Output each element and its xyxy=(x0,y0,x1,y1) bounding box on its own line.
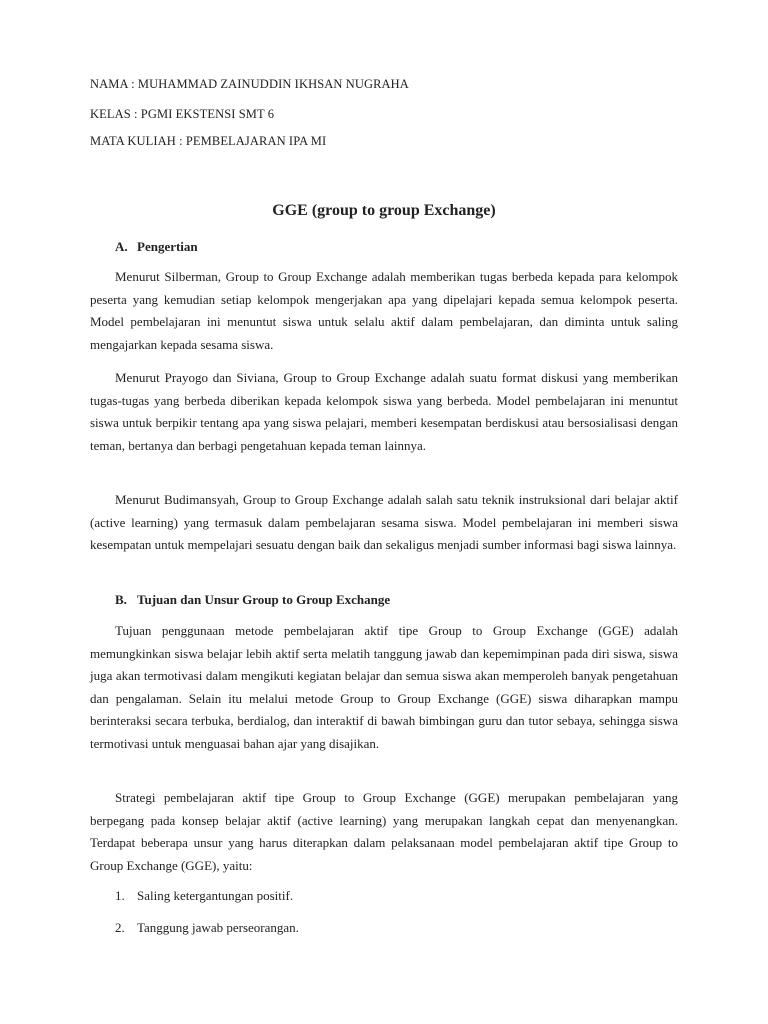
paragraph: Menurut Prayogo dan Siviana, Group to Group Exchange adalah suatu format diskusi yang memberikan tugas-tugas yang berbeda diberikan kepada kelompok siswa yang berbeda. Model pembelajaran ini menuntut siswa untuk berpikir tentang apa yang siswa pelajari, memberi kesempatan berdiskusi atau bersosialisasi dengan teman, bertanya dan berbagi pengetahuan kepada teman lainnya. xyxy=(90,370,678,453)
paragraph: Menurut Budimansyah, Group to Group Exchange adalah salah satu teknik instruksional dari belajar aktif (active learning) yang termasuk dalam pembelajaran sesama siswa. Model pembelajaran ini memberi siswa kesempatan untuk mempelajari sesuatu dengan baik dan sekaligus menjadi sumber informasi bagi siswa lainnya. xyxy=(90,492,678,553)
student-class: KELAS : PGMI EKSTENSI SMT 6 xyxy=(90,107,275,121)
document-title: GGE (group to group Exchange) xyxy=(272,202,496,219)
section-heading-a xyxy=(115,239,198,255)
section-title: Pengertian xyxy=(137,239,198,254)
paragraph: Tujuan penggunaan metode pembelajaran aktif tipe Group to Group Exchange (GGE) adalah memungkinkan siswa belajar lebih aktif serta melatih tanggung jawab dan kepemimpinan pada diri siswa, siswa juga akan termotivasi dalam mengikuti kegiatan belajar dan semua siswa akan memperoleh banyak pengetahuan dan pengalaman. Selain itu melalui metode Group to Group Exchange (GGE) siswa diharapkan mampu berinteraksi secara terbuka, berdialog, dan interaktif di bawah bimbingan guru dan tutor sebaya, sehingga siswa termotivasi untuk menguasai bahan ajar yang disajikan. xyxy=(90,623,678,751)
list-text: Saling ketergantungan positif. xyxy=(137,888,294,903)
section-letter: A. xyxy=(115,239,128,254)
list-item xyxy=(115,888,293,904)
course-name: MATA KULIAH : PEMBELAJARAN IPA MI xyxy=(90,134,327,148)
student-name: NAMA : MUHAMMAD ZAINUDDIN IKHSAN NUGRAHA xyxy=(90,77,409,91)
section-title: Tujuan dan Unsur Group to Group Exchange xyxy=(137,592,391,607)
list-number: 1. xyxy=(115,888,125,903)
paragraph: Strategi pembelajaran aktif tipe Group to Group Exchange (GGE) merupakan pembelajaran yang berpegang pada konsep belajar aktif (active learning) yang merupakan langkah cepat dan menyenangkan. Terdapat beberapa unsur yang harus diterapkan dalam pelaksanaan model pembelajaran aktif tipe Group to Group Exchange (GGE), yaitu: xyxy=(90,790,678,873)
list-number: 2. xyxy=(115,920,125,935)
list-text: Tanggung jawab perseorangan. xyxy=(137,920,299,935)
list-item xyxy=(115,920,299,936)
paragraph: Menurut Silberman, Group to Group Exchange adalah memberikan tugas berbeda kepada para kelompok peserta yang kemudian setiap kelompok mengerjakan apa yang dipelajari kepada semua kelompok peserta. Model pembelajaran ini menuntut siswa untuk selalu aktif dalam pembelajaran, dan diminta untuk saling mengajarkan kepada sesama siswa. xyxy=(90,269,678,352)
section-heading-b xyxy=(115,592,390,608)
section-letter: B. xyxy=(115,592,127,607)
